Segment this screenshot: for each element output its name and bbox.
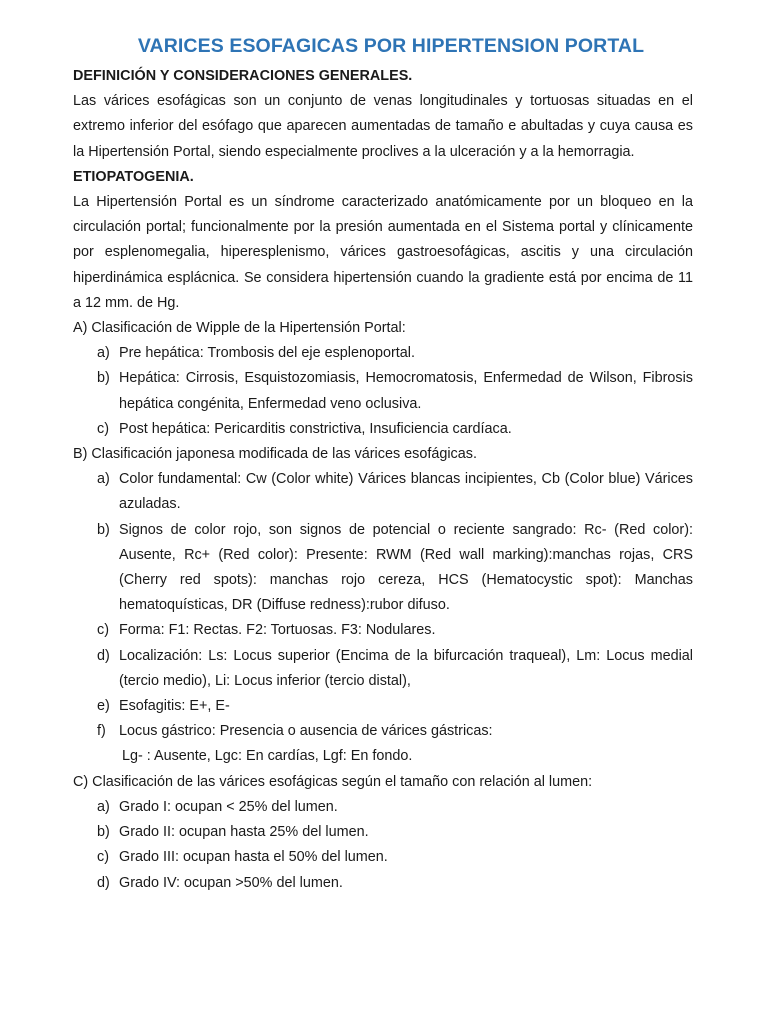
- list-item-text: Grado III: ocupan hasta el 50% del lumen.: [119, 849, 388, 866]
- list-marker: c): [97, 420, 109, 437]
- list-item-text: Color fundamental: Cw (Color white) Várices blancas incipientes, Cb (Color blue) Várices azuladas.: [119, 471, 693, 513]
- list-item: [73, 694, 693, 719]
- list-marker: f): [97, 723, 106, 740]
- classification-c-list: [73, 795, 693, 896]
- list-marker: e): [97, 698, 110, 715]
- list-marker: a): [97, 471, 110, 488]
- document-page: [73, 34, 693, 896]
- list-item-text: Post hepática: Pericarditis constrictiva, Insuficiencia cardíaca.: [119, 420, 512, 437]
- list-item-text: Hepática: Cirrosis, Esquistozomiasis, Hemocromatosis, Enfermedad de Wilson, Fibrosis hepática congénita, Enfermedad veno oclusiva.: [119, 370, 693, 412]
- list-marker: c): [97, 849, 109, 866]
- list-marker: a): [97, 798, 110, 815]
- section-heading-definition: DEFINICIÓN Y CONSIDERACIONES GENERALES.: [73, 68, 413, 84]
- classification-b-intro: B) Clasificación japonesa modificada de las várices esofágicas.: [73, 446, 477, 463]
- classification-b-list: [73, 467, 693, 744]
- gastric-locus-detail: Lg- : Ausente, Lgc: En cardías, Lgf: En fondo.: [122, 748, 413, 765]
- list-marker: b): [97, 824, 110, 841]
- list-item: [73, 871, 693, 896]
- list-item-text: Localización: Ls: Locus superior (Encima de la bifurcación traqueal), Lm: Locus medial (tercio medio), Li: Locus inferior (tercio distal),: [119, 647, 693, 689]
- classification-a-intro: A) Clasificación de Wipple de la Hipertensión Portal:: [73, 320, 406, 337]
- list-item-text: Forma: F1: Rectas. F2: Tortuosas. F3: Nodulares.: [119, 622, 436, 639]
- list-marker: d): [97, 647, 110, 664]
- list-marker: a): [97, 345, 110, 362]
- list-item: [73, 845, 693, 870]
- list-item: [73, 518, 693, 619]
- list-item: [73, 467, 693, 517]
- list-item: [73, 820, 693, 845]
- list-marker: c): [97, 622, 109, 639]
- etiopathogenesis-paragraph: La Hipertensión Portal es un síndrome caracterizado anatómicamente por un bloqueo en la circulación portal; funcionalmente por la presión aumentada en el Sistema portal y clínicamente por esplenomegalia, hiperesplenismo, várices gastroesofágicas, ascitis y una circulación hiperdinámica esplácnica. Se considera hipertensión cuando la gradiente está por encima de 11 a 12 mm. de Hg.: [73, 194, 693, 311]
- list-item: [73, 795, 693, 820]
- list-item-text: Grado I: ocupan < 25% del lumen.: [119, 798, 338, 815]
- list-item: [73, 366, 693, 416]
- list-item-text: Grado IV: ocupan >50% del lumen.: [119, 874, 343, 891]
- list-item: [73, 618, 693, 643]
- list-marker: b): [97, 521, 110, 538]
- list-marker: d): [97, 874, 110, 891]
- list-item: [73, 644, 693, 694]
- list-item-text: Grado II: ocupan hasta 25% del lumen.: [119, 824, 369, 841]
- document-title: VARICES ESOFAGICAS POR HIPERTENSION PORTAL: [137, 35, 645, 57]
- section-heading-etiopathogenesis: ETIOPATOGENIA.: [73, 168, 194, 185]
- list-item: [73, 341, 693, 366]
- classification-a-list: [73, 341, 693, 442]
- classification-c-intro: C) Clasificación de las várices esofágicas según el tamaño con relación al lumen:: [73, 773, 593, 790]
- list-item: [73, 719, 693, 744]
- list-item: [73, 417, 693, 442]
- list-item-text: Pre hepática: Trombosis del eje esplenoportal.: [119, 345, 415, 362]
- list-item-text: Signos de color rojo, son signos de potencial o reciente sangrado: Rc- (Red color): Ausente, Rc+ (Red color): Presente: RWM (Red wall marking):manchas rojas, CRS (Cherry red spots): manchas rojo cereza, HCS (Hematocystic spot): Manchas hematoquísticas, DR (Diffuse redness):rubor difuso.: [119, 521, 693, 614]
- list-item-text: Esofagitis: E+, E-: [119, 698, 230, 715]
- list-marker: b): [97, 370, 110, 387]
- list-item-text: Locus gástrico: Presencia o ausencia de várices gástricas:: [119, 723, 493, 740]
- definition-paragraph: Las várices esofágicas son un conjunto de venas longitudinales y tortuosas situadas en el extremo inferior del esófago que aparecen aumentadas de tamaño e abultadas y cuya causa es la Hipertensión Portal, siendo especialmente proclives a la ulceración y a la hemorragia.: [73, 93, 693, 160]
